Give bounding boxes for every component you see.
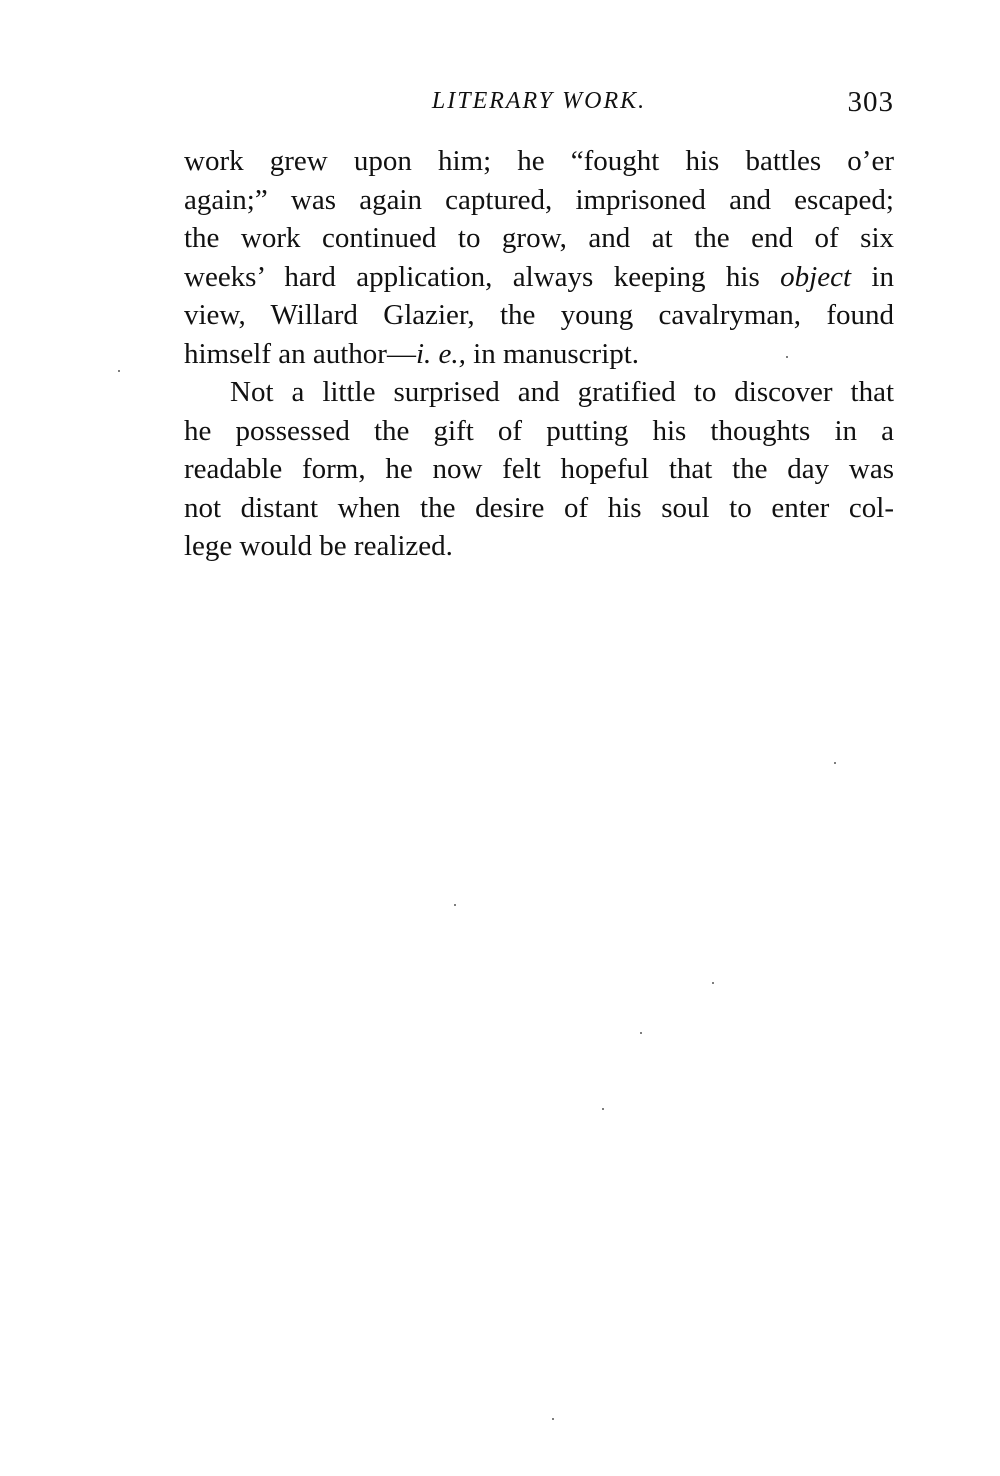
- scan-speck: [640, 1032, 642, 1034]
- text-line: readable form, he now felt hopeful that the day was: [184, 453, 894, 485]
- text-line: not distant when the desire of his soul to enter col-: [184, 491, 894, 524]
- running-title: LITERARY WORK.: [431, 88, 647, 114]
- scan-speck: [786, 356, 788, 358]
- scan-speck: [552, 1418, 554, 1420]
- italic-text: i. e.,: [415, 337, 466, 370]
- scan-speck: [118, 370, 120, 372]
- paragraph-2: [184, 373, 894, 566]
- text-line: he possessed the gift of putting his thoughts in a: [184, 414, 894, 447]
- text-line: again;” was again captured, imprisoned and escaped;: [184, 183, 894, 216]
- text-line: lege would be realized.: [184, 530, 453, 562]
- scan-speck: [712, 982, 714, 984]
- page-number: 303: [847, 86, 894, 118]
- text-line: view, Willard Glazier, the young cavalryman, found: [184, 299, 894, 331]
- body-text: [184, 142, 894, 566]
- text-line: weeks’ hard application, always keeping his object in: [184, 260, 894, 293]
- scan-speck: [454, 904, 456, 906]
- paragraph-1: [184, 142, 894, 373]
- running-head: [184, 86, 894, 126]
- scan-speck: [834, 762, 836, 764]
- text-line: the work continued to grow, and at the end of six: [184, 222, 894, 254]
- text-line: work grew upon him; he “fought his battles o’er: [184, 145, 894, 177]
- text-line: himself an author—i. e., in manuscript.: [184, 337, 640, 370]
- text-line: Not a little surprised and gratified to discover that: [230, 376, 894, 408]
- italic-text: object: [780, 260, 852, 293]
- scan-speck: [602, 1108, 604, 1110]
